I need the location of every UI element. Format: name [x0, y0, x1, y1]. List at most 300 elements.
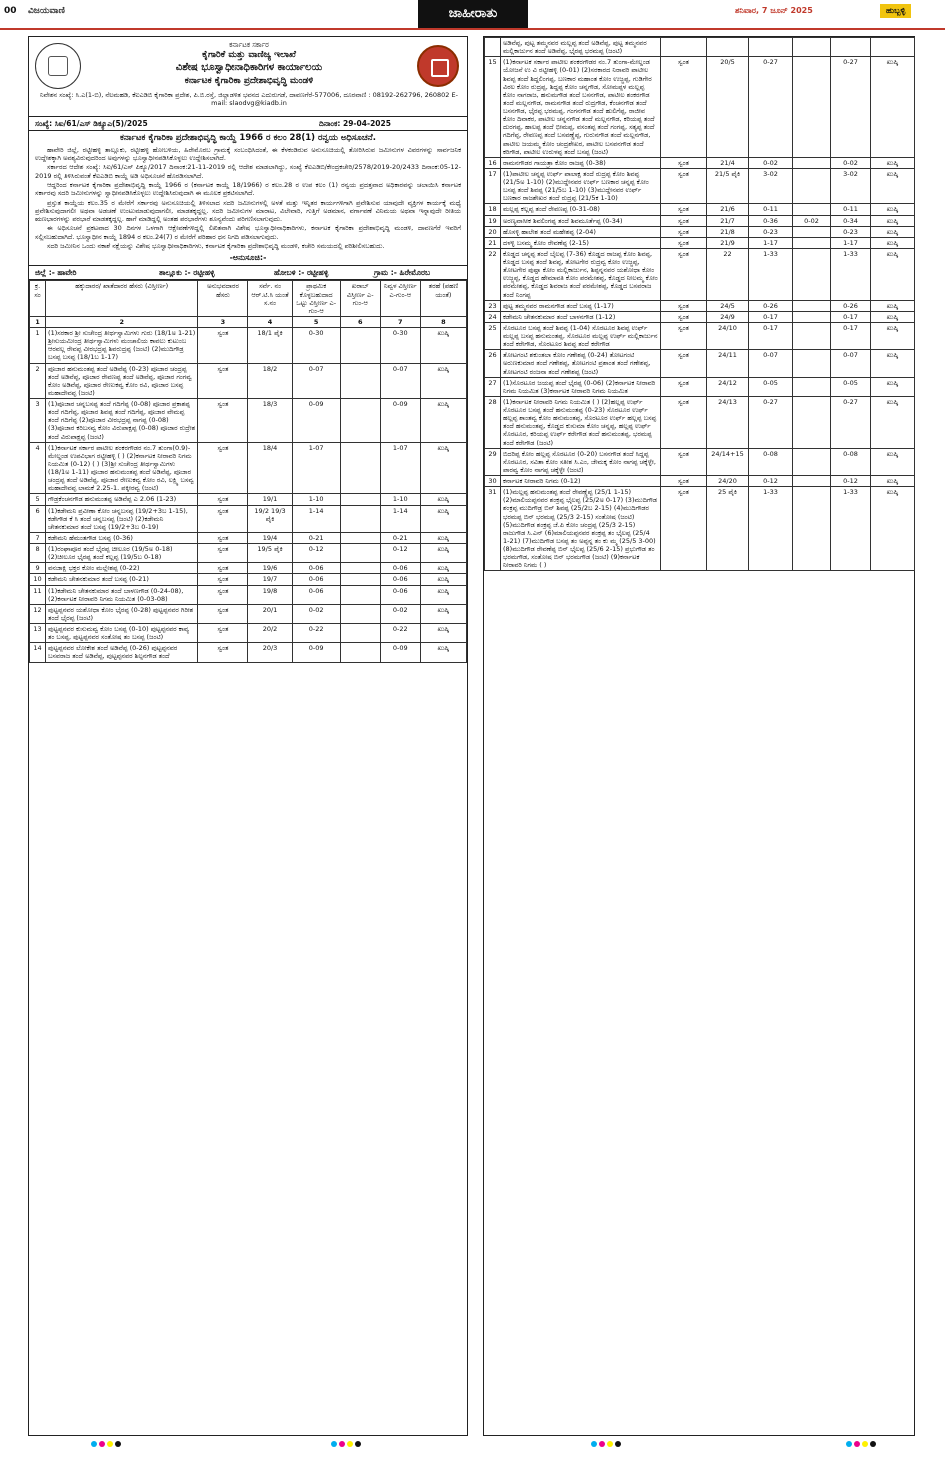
cell-total: 0-17: [749, 322, 793, 349]
cell-sy: 22: [707, 248, 749, 300]
office-name: ವಿಶೇಷ ಭೂಸ್ವಾಧೀನಾಧಿಕಾರಿಗಳ ಕಾರ್ಯಾಲಯ: [175, 62, 323, 73]
cell-type: ಖುಷ್ಕಿ: [420, 563, 466, 574]
cell-kharab: [793, 396, 831, 448]
table-row: [485, 237, 915, 248]
table-row: [30, 604, 467, 623]
cell-name: ಕೊಡ್ಡದ ಚನ್ನಪ್ಪ ತಂದೆ ಬೈಲಪ್ಪ (7-36) ಕೊಡ್ಡದ ರಾಜಪ್ಪ ಕೋಂ ಶಿವಪ್ಪ, ಕೊಡ್ಡದ ಬಸಪ್ಪ ತಂದೆ ಶಿವಪ್ಪ, ತೋಟಗೇರ ರುದ್ರವ್ವ ಕೋಂ ಉಜ್ಜಪ್ಪ, ತೋಟಗೇರ ಪುಷ್ಪಾ ಕೋಂ ಮಲ್ಲಿಕಾರ್ಜುನ, ಶಿಪ್ಪನ್ನನವರ ಯಶೋಧಾ ಕೋಂ ಉಜ್ಜಪ್ಪ, ಕೊಡ್ಡದ ಹೇಮಾವತಿ ಕೋಂ ಪರಮೇಶಪ್ಪ, ಕೊಡ್ಡದ ನೀಲಮ್ಮ ಕೋಂ ಪರಮೇಶಪ್ಪ, ಕೊಡ್ಡದ ಶಿವರಾಜ ತಂದೆ ಪರಮೇಶಪ್ಪ, ಕೊಡ್ಡದ ಬಸವರಾಜ ತಂದೆ ನಿಂಗಪ್ಪ: [501, 248, 661, 300]
cell-net: 1-33: [831, 248, 871, 300]
cell-sy: 20/3: [248, 643, 292, 662]
cell-type: ಖುಷ್ಕಿ: [871, 57, 915, 158]
notice-paragraph: ಹಾವೇರಿ ಜಿಲ್ಲೆ, ರಟ್ಟೀಹಳ್ಳಿ ತಾಲ್ಲೂಕು, ರಟ್ಟೀಹಳ್ಳಿ ಹೋಬಳಿಯ, ಹಿರೇಮೊರಬ ಗ್ರಾಮಕ್ಕೆ ಸಂಬಂಧಿಸಿದಂತೆ, ಈ ಕೆಳಕಂಡಿರುವ ಅನುಸೂಚಿಯಲ್ಲಿ ತೋರಿಸಿರುವ ಜಮೀನುಗಳ ವಿವರಗಳನ್ನು ಸಾರ್ವಜನಿಕ ಉದ್ದೇಶಕ್ಕಾಗಿ ಅವಶ್ಯವಿರುವುದರಿಂದ ಅವುಗಳನ್ನು ಭೂಸ್ವಾಧೀನಪಡಿಸಿಕೊಳ್ಳಲು ಉದ್ದೇಶಿಸಲಾಗಿದೆ.: [35, 145, 461, 162]
cell-net: 0-06: [380, 585, 420, 604]
cell-kharab: [340, 328, 380, 364]
cell-name: ಗೌಡ್ರಕೆಂಚನಗೌಡ ಹನುಮಂತಪ್ಪ ಅಡಿವೆಪ್ಪ ಎ 2.06 (1-23): [46, 494, 198, 505]
cell-net: 0-34: [831, 215, 871, 226]
cell-sy: 18/3: [248, 399, 292, 443]
column-header: ತರಹೆ (ಪಹಣಿ ಯಂತೆ): [420, 281, 466, 317]
cell-type: ಖುಷ್ಕಿ: [871, 215, 915, 226]
notice-paragraph: ಪ್ರಸ್ತುತ ಕಾಯ್ದೆಯ ಕಲಂ.35 ರ ಮೇರೆಗೆ ಸರ್ಕಾರವು ಅನುಸೂಚಿಯಲ್ಲಿ ತಿಳಿಸಲಾದ ಸದರಿ ಜಮೀನುಗಳಲ್ಲಿ ಅಳತೆ ಮತ್ತು ಇನ್ನಿತರ ಕಾರ್ಯಗಳಿಗಾಗಿ ಪ್ರವೇಶಿಸುವ ಯಾವುದೇ ವ್ಯಕ್ತಿಗಳ ಕಾರ್ಯಕ್ಕೆ ಮಧ್ಯೆ ಪ್ರವೇಶಿಸುವುದಾಗಲೀ ಅಥವಾ ಅಡಚಣೆ ಉಂಟುಮಾಡುವುದಾಗಲೀ, ಮಾಡತಕ್ಕದ್ದಲ್ಲ. ಸದರಿ ಜಮೀನುಗಳ ಮಾರಾಟ, ವಿಲೇವಾರಿ, ಗುತ್ತಿಗೆ ಅಡಮಾನ, ವರ್ಗಾವಣೆ ವಿನಿಮಯ ಅಥವಾ ಇನ್ನಾವುದೇ ರೀತಿಯ ಋಣಭಾರಗಳನ್ನು ಪರಭಾರೆ ಮಾಡತಕ್ಕದ್ದಲ್ಲ. ಹಾಗೆ ಮಾಡಿದ್ದಲ್ಲಿ ಅಂತಹ ಪರಭಾರೆಗಳು ಶೂನ್ಯವೆಂದು ಪರಿಗಣಿಸಲಾಗುವುದು.: [35, 198, 461, 224]
cell-sy: 18/1 ಪೈಕಿ: [248, 328, 292, 364]
column-number: 8: [420, 316, 466, 327]
cell-type: ಖುಷ್ಕಿ: [420, 494, 466, 505]
cell-holder: ಸ್ವಂತ: [661, 300, 707, 311]
cell-no: 22: [485, 248, 501, 300]
column-number: 2: [46, 316, 198, 327]
table-row: [485, 226, 915, 237]
cell-name: ಪುಟ್ಟ ತಮ್ಮನವರ ರಾಮನಗೌಡ ತಂದೆ ಬಸಪ್ಪ (1-17): [501, 300, 661, 311]
cell-type: ಖುಷ್ಕಿ: [871, 237, 915, 248]
cell-net: 0-21: [380, 532, 420, 543]
cell-net: 0-07: [831, 350, 871, 377]
cell-sy: 24/10: [707, 322, 749, 349]
cell-no: 31: [485, 487, 501, 571]
cell-total: 0-27: [749, 57, 793, 158]
cell-net: 0-11: [831, 204, 871, 215]
table-row: [30, 494, 467, 505]
cell-sy: 20/1: [248, 604, 292, 623]
table-row: [485, 476, 915, 487]
cell-type: ಖುಷ್ಕಿ: [420, 585, 466, 604]
column-header: ಸರ್ವೆ. ನಂ ಆರ್.ಟಿ.ಸಿ ಯಂತೆ ಸ.ನಂ: [248, 281, 292, 317]
cell-type: ಖುಷ್ಕಿ: [871, 226, 915, 237]
cell-total: 0-26: [749, 300, 793, 311]
table-row: [485, 300, 915, 311]
cell-total: 0-06: [292, 585, 340, 604]
cell-kharab: [793, 57, 831, 158]
cell-type: ಖುಷ್ಕಿ: [420, 544, 466, 563]
cell-kharab: [793, 157, 831, 168]
cell-type: ಖುಷ್ಕಿ: [871, 487, 915, 571]
cell-kharab: [340, 563, 380, 574]
cell-sy: 24/12: [707, 377, 749, 396]
cell-type: ಖುಷ್ಕಿ: [420, 442, 466, 494]
taluk-label: ತಾಲ್ಲೂಕು :- ರಟ್ಟೀಹಳ್ಳಿ: [159, 268, 215, 278]
office-address: ನಿವೇಶನ ಸಂಖ್ಯೆ: ಸಿ.ಎ(1-ಬಿ), ನೆಲಮಹಡಿ, ಕೆಐಎಡಿಬಿ ಕೈಗಾರಿಕಾ ಪ್ರದೇಶ, ಪಿ.ಬಿ.ರಸ್ತೆ, ಜಿಲ್ಲಾಡಳಿತ ಭವನದ ಎದುರುಗಡೆ, ದಾವಣಗೆರೆ-577006, ದೂರವಾಣಿ : 08192-262796, 260802 E-mail: slaodvg@kiadb.in: [40, 91, 458, 108]
table-row: [30, 624, 467, 643]
cell-kharab: [340, 494, 380, 505]
cell-name: ಕರ್ನಾಟಕ ನೀರಾವರಿ ನಿಗಮ (0-12): [501, 476, 661, 487]
cell-holder: ಸ್ವಂತ: [661, 487, 707, 571]
cell-total: 0-27: [749, 396, 793, 448]
reference-date: ದಿನಾಂಕ: 29-04-2025: [319, 119, 391, 128]
cell-holder: ಸ್ವಂತ: [198, 442, 248, 494]
cell-kharab: [340, 574, 380, 585]
cell-kharab: [793, 448, 831, 475]
cell-type: ಖುಷ್ಕಿ: [420, 532, 466, 543]
cell-kharab: [793, 350, 831, 377]
cell-net: 0-27: [831, 396, 871, 448]
cell-holder: ಸ್ವಂತ: [661, 248, 707, 300]
table-row: [30, 399, 467, 443]
masthead: [0, 0, 945, 30]
cell-total: 0-12: [292, 544, 340, 563]
column-header: ಖರಾಬ್ ವಿಸ್ತೀರ್ಣ ಎ-ಗುಂ-ಆ: [340, 281, 380, 317]
cell-name: (1)ಸೊರಟೂರ ಜಯಪ್ಪ ತಂದೆ ಭೈರಪ್ಪ (0-06) (2)ಕರ್ನಾಟಕ ನೀರಾವರಿ ನಿಗಮ ನಿಯಮಿತ (3)ಕರ್ನಾಟಕ ನೀರಾವರಿ ನಿಗಮ ನಿಯಮಿತ: [501, 377, 661, 396]
cell-name: (1)ಕರ್ನಾಟಕ ಸರ್ಕಾರ ಪಾಟೀಲ ಶಂಕರಗೌಡರ ನಂ.7 ತುಂಗಾ(0.9)-ಮೇಲ್ದಂಡ ಉಪವಿಭಾಗ ರಟ್ಟೀಹಳ್ಳಿ ( ) (2)ಕರ್ನಾಟಕ ನೀರಾವರಿ ನಿಗಮ ನಿಯಮಿತ (0-12) ( ) (3)ಶ್ರೀ ಸುಚೇಂದ್ರ ತೀರ್ಥಸ್ವಾಮಿಗಳು (18/1ಅ 1-11) ಪೂಜಾರ ಹನುಮಂತಪ್ಪ ತಂದೆ ಅಡಿವೆಪ್ಪ, ಪೂಜಾರ ಚಂದ್ರಪ್ಪ ತಂದೆ ಅಡಿವೆಪ್ಪ, ಪೂಜಾರ ರೇಣುಕವ್ವ ಕೋಂ ರವಿ, ಲಕ್ಷ್ಮಿ ಬಸವ್ವ ಮಹಾದೇವಪ್ಪ ಲಾಮಕೆ 2.25-1. ಪಕ್ಕೀರವ್ವ (ಜಂಟಿ): [46, 442, 198, 494]
cell-no: 19: [485, 215, 501, 226]
table-row: [485, 248, 915, 300]
cell-no: 7: [30, 532, 46, 543]
cell-name: ಪುಟ್ಟಪ್ಪನವರ ಯಶೋಧಾ ಕೋಂ ಭೈರಪ್ಪ (0-28) ಪುಟ್ಟಪ್ಪನವರ ಗಿರೀಶ ತಂದೆ ಭೈರಪ್ಪ (ಜಂಟಿ): [46, 604, 198, 623]
cell-name: (1)ಕರ್ನಾಟಕ ನೀರಾವರಿ ನಿಗಮ ನಿಯಮಿತ ( ) (2)ಹಲ್ಲಪ್ಪ ಉರ್ಫ್ ಸೊರಟೂರ ಬಸಪ್ಪ ತಂದೆ ಹನುಮಂತಪ್ಪ (0-23) ಸೊರಟೂರ ಉರ್ಫ್ ಹಲ್ಲಪ್ಪ ಶಾಂತವ್ವ ಕೋಂ ಹನುಮಂತಪ್ಪ, ಸೊರಟೂರ ಉರ್ಫ್ ಹಲ್ಲಪ್ಪ ಬಸಪ್ಪ ತಂದೆ ಹನುಮಂತಪ್ಪ, ಕೊಡ್ಡದ ಕುಸುಮಾ ಕೋಂ ಚನ್ನಪ್ಪ, ಹಲ್ಲಪ್ಪ ಉರ್ಫ್ ಸೊರಟೂರ, ಕರಿಯಪ್ಪ ಉರ್ಫ್ ಕರೇಗೌಡ ತಂದೆ ಹನುಮಂತಪ್ಪ, ಭರಮಪ್ಪ ತಂದೆ ಕರೇಗೌಡ (ಜಂಟಿ): [501, 396, 661, 448]
cell-no: 15: [485, 57, 501, 158]
page-number: 00: [4, 6, 17, 16]
cell-name: ಮಲ್ಲಪ್ಪ ಕಲ್ಲಪ್ಪ ತಂದೆ ರೇವಣಪ್ಪ (0-31-08): [501, 204, 661, 215]
cell-net: 0-30: [380, 328, 420, 364]
cell-type: ಖುಷ್ಕಿ: [871, 377, 915, 396]
cell-kharab: [793, 322, 831, 349]
cell-sy: 19/1: [248, 494, 292, 505]
cell-total: 0-36: [749, 215, 793, 226]
cell-type: ಖುಷ್ಕಿ: [420, 574, 466, 585]
table-row: [30, 563, 467, 574]
cell-sy: 24/5: [707, 300, 749, 311]
cell-type: ಖುಷ್ಕಿ: [871, 396, 915, 448]
cell-holder: ಸ್ವಂತ: [661, 215, 707, 226]
notice-title: ಕರ್ನಾಟಕ ಕೈಗಾರಿಕಾ ಪ್ರದೇಶಾಭಿವೃದ್ಧಿ ಕಾಯ್ದೆ 1966 ರ ಕಲಂ 28(1) ರನ್ವಯ ಅಧಿಸೂಚನೆ.: [120, 133, 376, 143]
cell-no: 21: [485, 237, 501, 248]
cell-sy: 18/4: [248, 442, 292, 494]
cell-net: 0-23: [831, 226, 871, 237]
column-header: ಕ್ರ. ಸಂ: [30, 281, 46, 317]
cell-total: 0-06: [292, 563, 340, 574]
cell-kharab: [793, 226, 831, 237]
table-row: [30, 544, 467, 563]
cell-holder: ಸ್ವಂತ: [661, 350, 707, 377]
cell-type: ಖುಷ್ಕಿ: [871, 476, 915, 487]
cell-type: ಖುಷ್ಕಿ: [420, 328, 466, 364]
table-row: [485, 377, 915, 396]
cell-name: (1)ಸರಕಾರ ಶ್ರೀ ಸುಚೇಂದ್ರ ತೀರ್ಥಸ್ವಾಮಿಗಳು ಗುರು (18/1ಅ 1-21) ಶ್ರೀಸುಯಮೀಂದ್ರ ತೀರ್ಥಸ್ವಾಮಿಗಳು ಮಂಚಾಲಿಯ ಕಾವಲು ಕುಟುಂಬ ಆರವಲ್ಲ ರೇವಪ್ಪ ವೀರಭದ್ರಪ್ಪ ಶಿವರುದ್ರಪ್ಪ (ಜಂಟಿ) (2)ಮುದಿಗೌಡ್ರ ಬಸಪ್ಪ ಬಸಪ್ಪ (18/1ಬ 1-17): [46, 328, 198, 364]
cell-net: 0-12: [831, 476, 871, 487]
cell-total: 3-02: [749, 168, 793, 204]
cell-sy: 19/8: [248, 585, 292, 604]
table-row: [485, 57, 915, 158]
column-header: ಹಕ್ಕುದಾರರ/ ಖಾತೆದಾರರ ಹೆಸರು (ವಿಸ್ತೀರ್ಣ): [46, 281, 198, 317]
cell-total: 0-30: [292, 328, 340, 364]
cell-holder: ಸ್ವಂತ: [198, 563, 248, 574]
cell-net: 1-07: [380, 442, 420, 494]
cell-kharab: [793, 168, 831, 204]
cell-sy: 24/9: [707, 311, 749, 322]
cell-total: 1-14: [292, 505, 340, 532]
cell-kharab: [340, 363, 380, 399]
column-number: 4: [248, 316, 292, 327]
cell-kharab: [793, 237, 831, 248]
cell-net: 0-02: [831, 157, 871, 168]
edition-city: ಹುಬ್ಬಳ್ಳಿ: [880, 4, 911, 18]
cell-name: (1)ಕರ್ನಾಟಕ ಸರ್ಕಾರ ಪಾಟೀಲ ಶಂಕರಗೌಡರ ನಂ.7 ತುಂಗಾ-ಮೇಲ್ದಂಡ ಯೋಜನೆ ಉ ವಿ ರಟ್ಟೀಹಳ್ಳಿ (0-01) (2)ಸರಕಾರದ ನಿರಾವರಿ ಪಾಟೀಲ ಶಿವಪ್ಪ ತಂದೆ ಶಿದ್ದಲಿಂಗಪ್ಪ, ಬಣಕಾರ ಮಹಾಂತ ಕೋಂ ಉಜ್ಜಪ್ಪ, ಗುಡಿಗೇರ ವಿಠಲ ಕೋಂ ರುದ್ರಪ್ಪ, ಶಿದ್ದಪ್ಪ ಕೋಂ ಚನ್ನಗೌಡ, ಸೋಮಪ್ಪಳ ಮಲ್ಲಪ್ಪ ಕೋಂ ನಾಗರಾಜ, ಹನುಮಗೌಡ ತಂದೆ ಬಸನಗೌಡ, ಪಾಟೀಲ ಶಂಕರಗೌಡ ತಂದೆ ಮಲ್ಲನಗೌಡ, ರಾಮನಗೌಡ ತಂದೆ ರುದ್ರಗೌಡ, ಕೆಂಚನಗೌಡ ತಂದೆ ಬಸನಗೌಡ, ಭೈರಪ್ಪ ಭರಮಪ್ಪ, ಗಂಗನಗೌಡ ತಂದೆ ಹುಲಿಗೆಪ್ಪ, ರಾಜೀವ ಕೋಂ ದಿವಾಕರ, ಪಾಟೀಲ ಚನ್ನನಗೌಡ ತಂದೆ ಮಲ್ಲನಗೌಡ, ಕರಿಯಪ್ಪ ತಂದೆ ದುರಗಪ್ಪ, ಹಾಲಪ್ಪ ತಂದೆ ಭೀಮಪ್ಪ, ವಸಂತಪ್ಪ ತಂದೆ ಗಂಗಪ್ಪ, ಸತ್ಯಪ್ಪ ತಂದೆ ಗದಿಗೆಪ್ಪ, ರೇವಣಪ್ಪ ತಂದೆ ಬಸವಣ್ಣೆಪ್ಪ, ಗುರುನಗೌಡ ತಂದೆ ಮಲ್ಲನಗೌಡ, ಪಾಟೀಲ ಜಯಮ್ಮ ಕೋಂ ಚಂದ್ರಶೇಖರ, ಪಾಟೀಲ ಬಸವನಗೌಡ ತಂದೆ ಕರಿಗೌಡ, ಪಾಟೀಲ ಉರುಳಪ್ಪ ತಂದೆ ಬಸಪ್ಪ (ಜಂಟಿ): [501, 57, 661, 158]
cell-type: ಖುಷ್ಕಿ: [871, 157, 915, 168]
cell-kharab: [793, 300, 831, 311]
cell-no: 28: [485, 396, 501, 448]
column-header: ಪ್ರಾಥಮಿಕ ಕೊಳ್ಳಬಹುದಾದ ಒಟ್ಟು ವಿಸ್ತೀರ್ಣ ಎ-ಗುಂ-ಆ: [292, 281, 340, 317]
cell-no: 1: [30, 328, 46, 364]
cell-no: 18: [485, 204, 501, 215]
cell-name: (1)ಕಡೇಮನಿ ಪ್ರವೀಣಾ ಕೋಂ ಚನ್ನಬಸಪ್ಪ (19/2+3ಬ 1-15), ಕಡೇಗೌಡ ಕೆ ಸಿ ತಂದೆ ಚನ್ನಬಸಪ್ಪ (ಜಂಟಿ) (2)ಕಡೇಮನಿ ಚೇತನಕುಮಾರ ತಂದೆ ಬಸಪ್ಪ (19/2+3ಬ 0-19): [46, 505, 198, 532]
notice-left-column: [28, 36, 468, 1436]
column-header: ಅನುಭವದಾರರ ಹೆಸರು: [198, 281, 248, 317]
table-row: [30, 328, 467, 364]
table-row: [30, 585, 467, 604]
section-title: ಜಾಹೀರಾತು: [418, 0, 528, 28]
cell-kharab: [793, 204, 831, 215]
issue-date: ಶನಿವಾರ, 7 ಜೂನ್ 2025: [735, 6, 813, 15]
cell-sy: 24/14+15: [707, 448, 749, 475]
cell-no: 6: [30, 505, 46, 532]
cell-total: 1-33: [749, 487, 793, 571]
state-emblem-icon: [35, 43, 81, 89]
table-row: [485, 350, 915, 377]
cell-no: 24: [485, 311, 501, 322]
table-row: [485, 396, 915, 448]
cell-sy: 21/4: [707, 157, 749, 168]
cell-no: 3: [30, 399, 46, 443]
cell-holder: ಸ್ವಂತ: [661, 237, 707, 248]
cell-type: ಖುಷ್ಕಿ: [420, 604, 466, 623]
cell-name: ಬಿದರಿಪ್ಪ ಕೋಂ ಹಲ್ಲಪ್ಪ ಸೊರಟೂರ (0-20) ಬಸನಗೌಡ ತಂದೆ ಸಿದ್ದಪ್ಪ ಸೊರಟೂರ, ಸವಿತಾ ಕೋಂ ಸತೀಶ ಸಿ.ಎಂ, ಜೇಮಕ್ಕ ಕೋಂ ನಾಗಪ್ಪ ಚಕ್ಕೆಳ್ಳೇ, ಪಾರವ್ವ ಕೋಂ ನಾಗಪ್ಪ ಚಕ್ಕೆಳ್ಳೇ (ಜಂಟಿ): [501, 448, 661, 475]
cell-net: 1-33: [831, 487, 871, 571]
cell-sy: 19/7: [248, 574, 292, 585]
cell-total: 0-17: [749, 311, 793, 322]
cell-name: ತೋಟಗಂಟಿ ಶಕುಂತಲಾ ಕೋಂ ಗಣೇಶಪ್ಪ (0-24) ತೋಟಗಂಟಿ ಅರುಣಕುಮಾರ ತಂದೆ ಗಣೇಶಪ್ಪ, ತೋಟಗಂಟಿ ಪ್ರಶಾಂತ ತಂದೆ ಗಣೇಶಪ್ಪ, ತೋಟಗಂಟಿ ರಂಜನಾ ತಂದೆ ಗಣೇಶಪ್ಪ (ಜಂಟಿ): [501, 350, 661, 377]
cell-net: 0-26: [831, 300, 871, 311]
cell-net: 1-14: [380, 505, 420, 532]
cell-net: 0-17: [831, 322, 871, 349]
cell-kharab: [340, 399, 380, 443]
gov-name: ಕರ್ನಾಟಕ ಸರ್ಕಾರ: [229, 41, 269, 49]
cell-no: 30: [485, 476, 501, 487]
cell-net: 0-02: [380, 604, 420, 623]
cell-type: ಖುಷ್ಕಿ: [420, 399, 466, 443]
cell-net: 0-27: [831, 57, 871, 158]
cell-no: 8: [30, 544, 46, 563]
cell-sy: 24/11: [707, 350, 749, 377]
registration-marks-right: [845, 1440, 877, 1451]
cell-name: ರಾಮನಗೌಡರ ಗಾಯತ್ರಾ ಕೋಂ ರಾಜಪ್ಪ (0-38): [501, 157, 661, 168]
column-number: 6: [340, 316, 380, 327]
cell-no: 13: [30, 624, 46, 643]
cell-name: (1)ಪೂಜಾರ ಚನ್ನಬಸಪ್ಪ ತಂದೆ ಗದಿಗೆಪ್ಪ (0-08) ಪೂಜಾರ ಪ್ರಕಾಶಪ್ಪ ತಂದೆ ಗದಿಗೆಪ್ಪ, ಪೂಜಾರ ಶಿವಪ್ಪ ತಂದೆ ಗದಿಗೆಪ್ಪ, ಪೂಜಾರ ವೇಮಪ್ಪ ತಂದೆ ಗದಿಗೆಪ್ಪ (2)ಪೂಜಾರ ವೀರಭದ್ರಪ್ಪ ನಾಗಪ್ಪ (0-08) (3)ಪೂಜಾರ ಕರಿಬಸವ್ವ ಕೋಂ ವಿರುಪಾಕ್ಷಪ್ಪ (0-08) ಪೂಜಾರ ರುದ್ರೇಶ ತಂದೆ ವಿರುಪಾಕ್ಷಪ್ಪ (ಜಂಟಿ): [46, 399, 198, 443]
cell-sy: 21/6: [707, 204, 749, 215]
cell-holder: ಸ್ವಂತ: [661, 476, 707, 487]
notice-paragraph: ಸರ್ಕಾರದ ಆದೇಶ ಸಂಖ್ಯೆ: ಸಿಐ/61/ಎಸ್ ಪಿಕ್ಯೂ/2017 ದಿನಾಂಕ:21-11-2019 ರಲ್ಲಿ ಆದೇಶ ಮಾಡಲಾಗಿದ್ದು, ಸಂಖ್ಯೆ ಕೆಐಎಡಿಬಿ/ಕೇಂದ್ರಕಚೇರಿ/2578/2019-20/2433 ದಿನಾಂಕ:05-12-2019 ರಲ್ಲಿ ತಿಳಿಸಿರುವಂತೆ ಕೆಐಎಡಿಬಿ ಕಾಯ್ದೆ ಅಡಿ ಅಧಿಸೂಚನೆ ಹೊರಡಿಸಲಾಗಿದೆ.: [35, 163, 461, 180]
cell-name: ಕಡೇಮನಿ ಹೆಮಂತಗೌಡ ಬಸಪ್ಪ (0-36): [46, 532, 198, 543]
cell-holder: ಸ್ವಂತ: [661, 157, 707, 168]
table-row: [30, 574, 467, 585]
notice-header: [29, 37, 467, 117]
notice-paragraph: ಈ ಅಧಿಸೂಚನೆ ಪ್ರಕಟವಾದ 30 ದಿನಗಳ ಒಳಗಾಗಿ ಆಕ್ಷೇಪಣೆಗಳಿದ್ದಲ್ಲಿ ಲಿಖಿತವಾಗಿ ವಿಶೇಷ ಭೂಸ್ವಾಧೀನಾಧಿಕಾರಿಗಳು, ಕರ್ನಾಟಕ ಕೈಗಾರಿಕಾ ಪ್ರದೇಶಾಭಿವೃದ್ಧಿ ಮಂಡಳಿ, ದಾವಣಗೆರೆ ಇವರಿಗೆ ಸಲ್ಲಿಸಬಹುದಾಗಿದೆ. ಭೂಸ್ವಾಧೀನ ಕಾಯ್ದೆ 1894 ರ ಕಲಂ.24(7) ರ ಮೇರೆಗೆ ಪರಿಹಾರ ಧನ ನಿಗದಿ ಪಡಿಸಲಾಗುವುದು.: [35, 224, 461, 241]
table-row-continued: [485, 38, 915, 57]
cell-no: 2: [30, 363, 46, 399]
table-row: [485, 168, 915, 204]
cell-sy: 24/20: [707, 476, 749, 487]
cell-sy: 20/2: [248, 624, 292, 643]
cell-type: ಖುಷ್ಕಿ: [871, 448, 915, 475]
cell-type: ಖುಷ್ಕಿ: [420, 643, 466, 662]
table-row: [30, 442, 467, 494]
cell-holder: ಸ್ವಂತ: [198, 604, 248, 623]
cell-name: (1)ಪಾಟೀಲ ಚನ್ನಪ್ಪ ಉರ್ಫ್ ಪಾಲಾಕ್ಷ ತಂದೆ ರುದ್ರಪ್ಪ ಕೋಂ ಶಿವಪ್ಪ (21/5ಅ 1-10) (2)ಮುದ್ದೇನವರ ಉರ್ಫ್ ಬಣಕಾರ ಚನ್ನಪ್ಪ ಕೋಂ ಬಸಪ್ಪ ತಂದೆ ಶಿವಪ್ಪ (21/5ಬ 1-10) (3)ಮುದ್ದೇನವರ ಉರ್ಫ್ ಬಣಕಾರ ರಾಜಶೇಖರ ತಂದೆ ರುದ್ರಪ್ಪ (21/5ಕ 1-10): [501, 168, 661, 204]
cell-sy: 19/6: [248, 563, 292, 574]
table-row: [30, 505, 467, 532]
cell-holder: ಸ್ವಂತ: [661, 377, 707, 396]
cell-name: ಕಡೇಮನಿ ಚೇತನಕುಮಾರ ತಂದೆ ಬಸಪ್ಪ (0-21): [46, 574, 198, 585]
village-label: ಗ್ರಾಮ :- ಹಿರೇಮೊರಬ: [374, 268, 431, 278]
cell-no: 12: [30, 604, 46, 623]
cell-kharab: [340, 442, 380, 494]
cell-sy: 19/2 19/3 ಪೈಕಿ: [248, 505, 292, 532]
cell-kharab: [793, 248, 831, 300]
cell-net: 0-05: [831, 377, 871, 396]
cell-type: ಖುಷ್ಕಿ: [871, 204, 915, 215]
cell-sy: 20/5: [707, 57, 749, 158]
schedule-table-left: [29, 280, 467, 662]
table-row: [30, 532, 467, 543]
cell-type: ಖುಷ್ಕಿ: [871, 168, 915, 204]
cell-no: 16: [485, 157, 501, 168]
cell-kharab: [793, 311, 831, 322]
cell-holder: ಸ್ವಂತ: [198, 544, 248, 563]
cell-net: 0-17: [831, 311, 871, 322]
registration-marks-center-right: [590, 1440, 622, 1451]
cell-holder: ಸ್ವಂತ: [661, 57, 707, 158]
cell-no: 9: [30, 563, 46, 574]
cell-holder: ಸ್ವಂತ: [661, 322, 707, 349]
cell-total: 0-02: [292, 604, 340, 623]
cell-name: ದಳಳ್ಳಿ ಬಸಮ್ಮ ಕೋಂ ರೇವಣೆಪ್ಪ (2-15): [501, 237, 661, 248]
cell-kharab: [340, 505, 380, 532]
cell-total: 0-07: [749, 350, 793, 377]
registration-marks-left: [90, 1440, 122, 1451]
cell-net: 0-07: [380, 363, 420, 399]
cell-holder: ಸ್ವಂತ: [661, 204, 707, 215]
cell-holder: ಸ್ವಂತ: [198, 643, 248, 662]
cell-holder: ಸ್ವಂತ: [198, 624, 248, 643]
continued-name: ಅಡಿವೆಪ್ಪ, ಪುಟ್ಟ ತಮ್ಮನವರ ಮಲ್ಲಪ್ಪ ತಂದೆ ಅಡಿವೆಪ್ಪ, ಪುಟ್ಟ ತಮ್ಮನವರ ಮಲ್ಲಿಕಾರ್ಜುನ ತಂದೆ ಅಡಿವೆಪ್ಪ, ಭೈರಪ್ಪ ಭರಮಪ್ಪ (ಜಂಟಿ): [501, 38, 661, 57]
cell-name: ಸೊರಟೂರ ಬಸಪ್ಪ ತಂದೆ ಶಿವಪ್ಪ (1-04) ಸೊರಟೂರ ಶಿವಪ್ಪ ಉರ್ಫ್ ಮಲ್ಲಪ್ಪ ಬಸಪ್ಪ ಹನುಮಂತಪ್ಪ, ಸೊರಟೂರ ಮಲ್ಲಪ್ಪ ಉರ್ಫ್ ಮಲ್ಲಿಕಾರ್ಜುನ ತಂದೆ ಕರೇಗೌಡ, ಸೊರಟೂರ ಶಿವಪ್ಪ ತಂದೆ ಕರೇಗೌಡ: [501, 322, 661, 349]
cell-no: 4: [30, 442, 46, 494]
cell-total: 0-07: [292, 363, 340, 399]
cell-kharab: [793, 487, 831, 571]
schedule-table-right: [484, 37, 915, 571]
cell-total: 1-07: [292, 442, 340, 494]
cell-no: 27: [485, 377, 501, 396]
cell-holder: ಸ್ವಂತ: [661, 396, 707, 448]
cell-sy: 25 ಪೈಕಿ: [707, 487, 749, 571]
cell-type: ಖುಷ್ಕಿ: [420, 624, 466, 643]
cell-net: 0-08: [831, 448, 871, 475]
cell-kharab: [793, 377, 831, 396]
registration-marks-center: [330, 1440, 362, 1451]
cell-holder: ಸ್ವಂತ: [198, 328, 248, 364]
cell-name: ಪುಟ್ಟಪ್ಪನವರ ಕುಸುಮವ್ವ ಕೋಂ ಬಸಪ್ಪ (0-10) ಪುಟ್ಟಪ್ಪನವರ ಕಾವ್ಯ ತಂ ಬಸಪ್ಪ, ಪುಟ್ಟಪ್ಪನವರ ಸಂತೋಷ ತಂ ಬಸಪ್ಪ (ಜಂಟಿ): [46, 624, 198, 643]
cell-name: ಪುಟ್ಟಪ್ಪನವರ ಲೋಕೇಶ ತಂದೆ ಅಡಿವೆಪ್ಪ (0-26) ಪುಟ್ಟಪ್ಪನವರ ಬಸವರಾಜ ತಂದೆ ಅಡಿವೆಪ್ಪ, ಪುಟ್ಟಪ್ಪನವರ ಶಿಲ್ಪನಗೌಡ ತಂದೆ: [46, 643, 198, 662]
cell-name: (1)ಕಡೇಮನಿ ಚೇತನಕುಮಾರ ತಂದೆ ಬಾಳಣಗೌಡ (0-24-08), (2)ಕರ್ನಾಟಕ ನೀರಾವರಿ ನಿಗಮ ನಿಯಮಿತ (0-03-08): [46, 585, 198, 604]
newspaper-name: ವಿಜಯವಾಣಿ: [28, 6, 65, 16]
cell-kharab: 0-02: [793, 215, 831, 226]
cell-total: 0-22: [292, 624, 340, 643]
column-number: 7: [380, 316, 420, 327]
reference-line: [29, 117, 467, 131]
cell-name: ಪೂಜಾರ ಹನುಮಂತಪ್ಪ ತಂದೆ ಅಡಿವೆಪ್ಪ (0-23) ಪೂಜಾರ ಚಂದ್ರಪ್ಪ ತಂದೆ ಅಡಿವೆಪ್ಪ, ಪೂಜಾರ ರೇವಣಪ್ಪ ತಂದೆ ಅಡಿವೆಪ್ಪ, ಪೂಜಾರ ಗಂಗವ್ವ ಕೋಂ ಅಡಿವೆಪ್ಪ, ಪೂಜಾರ ರೇಣುಕವ್ವ ಕೋಂ ರವಿ, ಪೂಜಾರ ಬಸಪ್ಪ ಮಹಾದೇವಪ್ಪ (ಜಂಟಿ): [46, 363, 198, 399]
cell-net: 3-02: [831, 168, 871, 204]
cell-type: ಖುಷ್ಕಿ: [420, 363, 466, 399]
column-number: 3: [198, 316, 248, 327]
cell-total: 1-17: [749, 237, 793, 248]
cell-net: 0-06: [380, 563, 420, 574]
notice-paragraph: ಆದ್ದರಿಂದ ಕರ್ನಾಟಕ ಕೈಗಾರಿಕಾ ಪ್ರದೇಶಾಭಿವೃದ್ಧಿ ಕಾಯ್ದೆ 1966 ರ (ಕರ್ನಾಟಕ ಕಾಯ್ದೆ 18/1966) ರ ಕಲಂ.28 ರ ಉಪ ಕಲಂ (1) ರನ್ವಯ ಪ್ರದತ್ತವಾದ ಅಧಿಕಾರವನ್ನು ಚಲಾಯಿಸಿ ಕರ್ನಾಟಕ ಸರ್ಕಾರವು ಸದರಿ ಜಮೀನುಗಳನ್ನು ಸ್ವಾಧೀನಪಡಿಸಿಕೊಳ್ಳಲು ಉದ್ದೇಶಿಸಿರುವುದಾಗಿ ಈ ಮೂಲಕ ಪ್ರಕಟಿಸಲಾಗಿದೆ.: [35, 180, 461, 198]
cell-sy: 21/5 ಪೈಕಿ: [707, 168, 749, 204]
cell-no: 10: [30, 574, 46, 585]
cell-net: 0-09: [380, 399, 420, 443]
cell-holder: ಸ್ವಂತ: [661, 448, 707, 475]
cell-net: 0-12: [380, 544, 420, 563]
column-header: ನಿವ್ವಳ ವಿಸ್ತೀರ್ಣ ಎ-ಗುಂ-ಆ: [380, 281, 420, 317]
cell-sy: 24/13: [707, 396, 749, 448]
cell-name: ಅರಣ್ಯವಾಸೀಕ ಶಿವಲಿಂಗಪ್ಪ ತಂದೆ ಶಿವಮೂರ್ತೆಪ್ಪ (0-34): [501, 215, 661, 226]
cell-total: 0-05: [749, 377, 793, 396]
cell-type: ಖುಷ್ಕಿ: [871, 350, 915, 377]
cell-net: 0-09: [380, 643, 420, 662]
cell-name: (1)ಮಲ್ಲಪ್ಪ ಹನುಮಂತಪ್ಪ ತಂದೆ ರೇವಣ್ಣೆಪ್ಪ (25/1 1-15) (2)ಮಾಲಿಯಪ್ಪನವರ ಶಂಕ್ರಪ್ಪ ಭೈಲಪ್ಪ (25/2ಅ 0-17) (3)ಮುದಿಗೌಡ ಶಂಕ್ರಪ್ಪ ಮುದಿಗೌಡ್ರ ಬಿನ್ ಶಿವಪ್ಪ (25/2ಬ 2-15) (4)ಮುದಿಗೌಡರ ಭರಮಪ್ಪ ಬಿನ್ ಭರಮಪ್ಪ (25/3 2-15) ಸಂತೋಷ (ಜಂಟಿ) (5)ಮುದಿಗೌಡ ಶಂಕ್ರಪ್ಪ ಜೆ.ಪಿ ಕೋಂ ಚಂದ್ರಪ್ಪ (25/3 2-15) ರಾಜುಗೌಡ ಸಿ.ಎನ್ (6)ಮಾಲಿಯಪ್ಪನವರ ಶಂಕ್ರಪ್ಪ ತಂ ಭೈಲಪ್ಪ (25/4 1-21) (7)ಮುದಿಗೌಡ ಬಸಪ್ಪ ತಂ ಅಪ್ಪನ್ನ ತಂ ಕು ಮ್ಮ (25/5 3-00) (8)ಮುದಿಗೌಡ ರೇವಣೆಪ್ಪ ಬಿನ್ ಭೈಲಪ್ಪ (25/6 2-15) ಪ್ರಭುಗೌಡ ತಂ ಭರಮಗೌಡ, ಸಂತೋಷ ಬಿನ್ ಭರಮಗೌಡ (ಜಂಟಿ) (9)ಕರ್ನಾಟಕ ನೀರಾವರಿ ನಿಗಮ ( ): [501, 487, 661, 571]
notice-right-column: [483, 36, 915, 1436]
district-label: ಜಿಲ್ಲೆ :- ಹಾವೇರಿ: [35, 268, 77, 278]
table-row: [485, 311, 915, 322]
cell-total: 0-08: [749, 448, 793, 475]
cell-type: ಖುಷ್ಕಿ: [871, 248, 915, 300]
cell-kharab: [340, 643, 380, 662]
schedule-label: -ಅನುಸೂಚಿ:-: [29, 251, 467, 266]
cell-total: 1-33: [749, 248, 793, 300]
cell-kharab: [340, 604, 380, 623]
table-row: [485, 448, 915, 475]
cell-holder: ಸ್ವಂತ: [661, 311, 707, 322]
cell-total: 1-10: [292, 494, 340, 505]
table-row: [485, 215, 915, 226]
cell-no: 5: [30, 494, 46, 505]
cell-sy: 19/5 ಪೈಕಿ: [248, 544, 292, 563]
cell-holder: ಸ್ವಂತ: [198, 494, 248, 505]
cell-holder: ಸ್ವಂತ: [198, 399, 248, 443]
cell-type: ಖುಷ್ಕಿ: [871, 322, 915, 349]
cell-type: ಖುಷ್ಕಿ: [871, 311, 915, 322]
column-number: 5: [292, 316, 340, 327]
cell-no: 17: [485, 168, 501, 204]
cell-holder: ಸ್ವಂತ: [198, 574, 248, 585]
cell-name: (1)ರಂಘಾಪೂರ ತಂದೆ ಭೈರಪ್ಪ ಚೀಲೂರ (19/5ಅ 0-18) (2)ಚೀಲೂರ ಭೈರಪ್ಪ ತಂದೆ ಕಲ್ಲಪ್ಪ (19/5ಬ 0-18): [46, 544, 198, 563]
cell-total: 0-23: [749, 226, 793, 237]
cell-no: 20: [485, 226, 501, 237]
table-row: [485, 204, 915, 215]
column-number: 1: [30, 316, 46, 327]
cell-name: ವನಜಾಕ್ಷಿ ಭಕ್ತರ ಕೋಂ ಮಲ್ಲೇಶಪ್ಪ (0-22): [46, 563, 198, 574]
table-row: [30, 643, 467, 662]
cell-holder: ಸ್ವಂತ: [198, 363, 248, 399]
cell-type: ಖುಷ್ಕಿ: [871, 300, 915, 311]
cell-sy: 19/4: [248, 532, 292, 543]
table-row: [485, 157, 915, 168]
cell-kharab: [793, 476, 831, 487]
cell-net: 0-22: [380, 624, 420, 643]
cell-sy: 21/8: [707, 226, 749, 237]
cell-net: 1-17: [831, 237, 871, 248]
notice-body: [29, 146, 467, 251]
kiadb-logo-icon: [417, 45, 459, 87]
notice-paragraph: ಸದರಿ ಜಮೀನಿನ ಒಂದು ನಕಾಶೆ ನಕ್ಷೆಯನ್ನು ವಿಶೇಷ ಭೂಸ್ವಾಧೀನಾಧಿಕಾರಿಗಳು, ಕರ್ನಾಟಕ ಕೈಗಾರಿಕಾ ಪ್ರದೇಶಾಭಿವೃದ್ಧಿ ಮಂಡಳಿ, ಕಚೇರಿ ಸಮಯದಲ್ಲಿ ಪರಿಶೀಲಿಸಬಹುದು.: [47, 242, 385, 251]
hobli-label: ಹೋಬಳಿ :- ರಟ್ಟೀಹಳ್ಳಿ: [274, 268, 329, 278]
cell-holder: ಸ್ವಂತ: [198, 532, 248, 543]
